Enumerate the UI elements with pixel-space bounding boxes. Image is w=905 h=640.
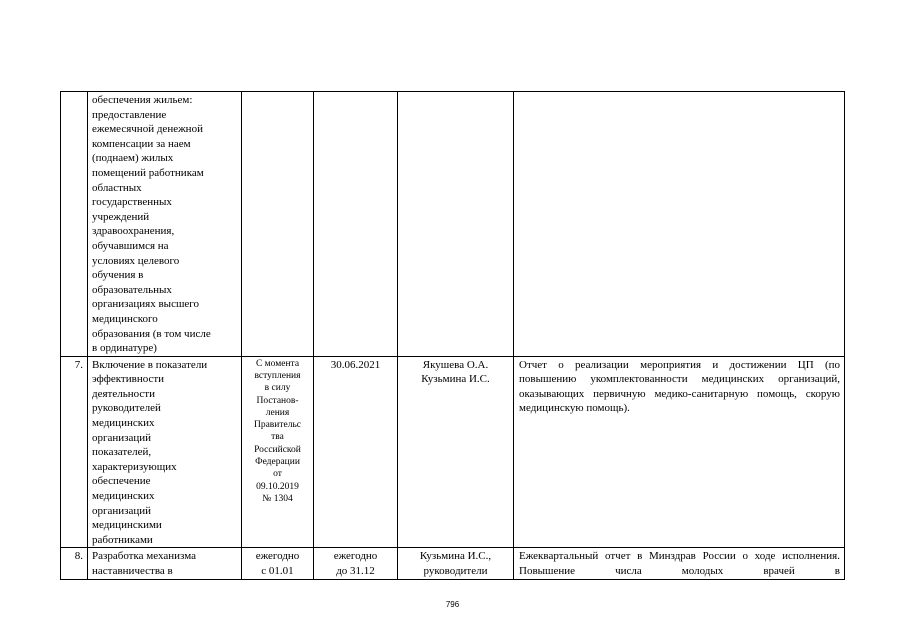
page-number: 796 [445, 600, 460, 609]
action-line: Включение в показатели [92, 358, 208, 371]
action-cell [88, 548, 242, 579]
result-cell: Отчет о реализации мероприятия и достижении ЦП (по повышению укомплектованности медицинских организаций, оказывающих первичную медико-санитарную помощь, скорую медицинскую помощь). [514, 356, 845, 548]
responsible-line: Кузьмина И.С., [419, 550, 492, 563]
action-line: организациях высшего [92, 298, 200, 311]
start-line: ления [265, 407, 290, 418]
action-line: (поднаем) жилых [92, 152, 174, 165]
action-line: обучения в [92, 269, 144, 282]
action-cell [88, 356, 242, 548]
action-line: деятельности [92, 387, 155, 400]
action-line: руководителей [92, 402, 161, 415]
start-date-cell [242, 548, 314, 579]
table-row [61, 92, 845, 357]
action-line: обеспечения жильем: [92, 94, 193, 106]
responsible-line: руководители [423, 565, 488, 577]
start-line: С момента [255, 358, 300, 369]
end-date-cell [314, 92, 398, 357]
start-line: тва [271, 432, 284, 443]
action-line: медицинских [92, 490, 155, 503]
action-line: образовательных [92, 283, 172, 296]
action-line: предоставление [92, 108, 167, 121]
action-line: в ординатуре) [92, 342, 157, 355]
end-line: ежегодно [333, 550, 378, 563]
action-line: медицинскими [92, 519, 162, 532]
row-number: 7. [61, 356, 88, 548]
action-line: наставничества в [92, 565, 173, 577]
responsible-line: Якушева О.А. [422, 358, 489, 371]
action-line: условиях целевого [92, 254, 180, 267]
start-line: Правительс [253, 420, 302, 431]
action-line: областных [92, 181, 142, 194]
result-cell [514, 92, 845, 357]
action-line: образования (в том числе [92, 327, 211, 340]
start-line: № 1304 [262, 493, 293, 504]
end-line: до 31.12 [336, 565, 375, 577]
end-date-cell [314, 548, 398, 579]
start-line: в силу [264, 383, 291, 394]
start-line: 09.10.2019 [256, 481, 299, 492]
action-line: обеспечение [92, 475, 151, 488]
start-line: ежегодно [255, 550, 300, 563]
action-line: медицинских [92, 417, 155, 430]
row-number: 8. [61, 548, 88, 579]
action-line: компенсации за наем [92, 137, 191, 150]
start-line: с 01.01 [261, 565, 294, 577]
start-line: вступления [254, 370, 301, 381]
action-line: эффективности [92, 373, 165, 386]
action-line: учреждений [92, 210, 150, 223]
action-line: характеризующих [92, 460, 177, 473]
action-line: государственных [92, 196, 172, 209]
action-line: организаций [92, 504, 152, 517]
start-line: Федерации [255, 457, 300, 468]
start-line: Российской [254, 444, 301, 455]
action-line: работниками [92, 533, 153, 546]
start-date-cell [242, 356, 314, 548]
table-row [61, 548, 845, 579]
responsible-line: Кузьмина И.С. [421, 373, 490, 386]
start-line: от [273, 469, 282, 480]
action-line: организаций [92, 431, 152, 444]
end-date-cell [314, 356, 398, 548]
action-line: здравоохранения, [92, 225, 175, 238]
action-cell [88, 92, 242, 357]
action-line: обучавшимся на [92, 239, 169, 252]
result-cell: Ежеквартальный отчет в Минздрав России о ходе исполнения. Повышение числа молодых врачей в [514, 548, 845, 579]
responsible-cell [398, 548, 514, 579]
start-line: Постанов- [256, 395, 299, 406]
responsible-cell [398, 356, 514, 548]
row-number [61, 92, 88, 357]
action-line: ежемесячной денежной [92, 123, 203, 136]
action-line: Разработка механизма [92, 550, 196, 563]
responsible-cell [398, 92, 514, 357]
action-line: медицинского [92, 312, 158, 325]
action-line: помещений работникам [92, 166, 204, 179]
table-row [61, 356, 845, 548]
action-line: показателей, [92, 446, 152, 459]
document-table [60, 91, 845, 580]
start-date-cell [242, 92, 314, 357]
end-line: 30.06.2021 [330, 358, 381, 371]
